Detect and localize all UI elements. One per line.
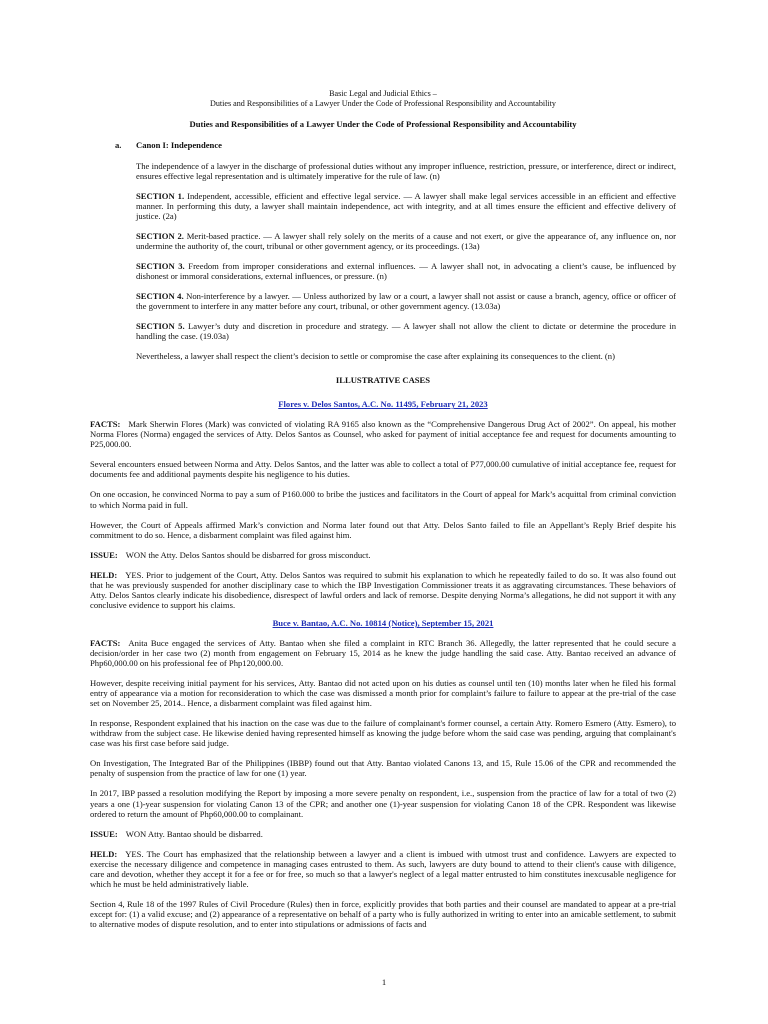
case-2-facts-text: Anita Buce engaged the services of Atty. Bantao when she filed a complaint in RTC Branch 36. Allegedly, the latter represented that he could secure a decision/order in her case two (2) month from engagement on February 15, 2014 as he knew the judge handling the said case. Atty. Bantao received an advance of Php60,000.00 on his professional fee of Php120,000.00. xyxy=(90,637,676,669)
case-1-issue-label: ISSUE: xyxy=(90,549,118,560)
section-3-label: SECTION 3. xyxy=(136,260,185,271)
case-1-link[interactable]: Flores v. Delos Santos, A.C. No. 11495, February 21, 2023 xyxy=(278,399,488,410)
section-1-label: SECTION 1. xyxy=(136,190,185,201)
section-5-label: SECTION 5. xyxy=(136,321,185,332)
case-2-held-text: YES. The Court has emphasized that the relationship between a lawyer and a client is imbued with utmost trust and confidence. Lawyers are expected to exercise the necessary diligence and competence in managing cases entrusted to them. As such, lawyers are duty bound to attend to their client's cause with diligence, care and devotion, whether they accept it for a fee or for free, so much so that a lawyer's neglect of a legal matter entrusted to him constitutes inexcusable negligence for which he must be held administratively liable. xyxy=(90,848,676,889)
case-2-link[interactable]: Buce v. Bantao, A.C. No. 10814 (Notice), September 15, 2021 xyxy=(272,617,494,628)
case-1-held xyxy=(90,570,676,610)
case-1-facts-label: FACTS: xyxy=(90,419,121,430)
section-4 xyxy=(136,291,676,311)
case-1-paragraph-3: On one occasion, he convinced Norma to pay a sum of P160.000 to bribe the justices and facilitators in the Court of appeal for Mark’s acquittal from criminal conviction to which Norma paid in full. xyxy=(90,489,676,510)
document-title: Duties and Responsibilities of a Lawyer Under the Code of Professional Responsibility and Accountability xyxy=(189,119,577,130)
section-5-text: Lawyer’s duty and discretion in procedure and strategy. — A lawyer shall not allow the client to dictate or determine the procedure in handling the case. (19.03a) xyxy=(136,321,676,342)
canon-heading xyxy=(90,140,676,150)
canon-heading-text: Canon I: Independence xyxy=(136,140,222,151)
case-1-held-label: HELD: xyxy=(90,569,118,580)
section-3-text: Freedom from improper considerations and external influences. — A lawyer shall not, in advocating a client’s cause, be influenced by dishonest or immoral considerations, external influences, or pressure. (n) xyxy=(136,260,677,281)
page-number: 1 xyxy=(381,977,387,987)
case-2-issue xyxy=(90,829,676,839)
case-2-issue-label: ISSUE: xyxy=(90,828,118,839)
section-4-text: Non-interference by a lawyer. — Unless authorized by law or a court, a lawyer shall not assist or cause a branch, agency, office or officer of the government to interfere in any matter before any court, tribunal, or other government agency. (13.03a) xyxy=(136,290,676,311)
case-1-title xyxy=(90,399,676,409)
section-4-label: SECTION 4. xyxy=(136,290,184,301)
header-line-2: Duties and Responsibilities of a Lawyer Under the Code of Professional Responsibility and Accountability xyxy=(210,98,556,108)
section-5 xyxy=(136,321,676,341)
case-1-facts xyxy=(90,419,676,449)
case-1-paragraph-4: However, the Court of Appeals affirmed Mark’s conviction and Norma later found out that Atty. Delos Santo failed to file an Appellant’s Reply Brief despite his commitment to do so. Hence, a disbarment complaint was filed against him. xyxy=(90,519,676,540)
case-2-held-label: HELD: xyxy=(90,848,118,859)
cases-heading: ILLUSTRATIVE CASES xyxy=(335,375,431,386)
case-2-held xyxy=(90,849,676,889)
case-1-issue xyxy=(90,550,676,560)
case-2-issue-text: WON Atty. Bantao should be disbarred. xyxy=(125,828,263,839)
case-2-paragraph-4: On Investigation, The Integrated Bar of the Philippines (IBBP) found out that Atty. Bantao violated Canons 13, and 15, Rule 15.06 of the CPR and recommended the penalty of suspension from the practice of law for one (1) year. xyxy=(90,758,676,779)
case-2-paragraph-2: However, despite receiving initial payment for his services, Atty. Bantao did not acted upon on his duties as counsel until ten (10) months later when he filed his formal entry of appearance via a motion for reconsideration to which the case was dismissed a month prior for complaint’s failure to failure to appear at the pre-trial of the case set on November 25, 2014.. Hence, a disbarment complaint was filed against him. xyxy=(90,678,676,709)
running-header xyxy=(90,89,676,108)
document-page xyxy=(90,89,676,929)
section-2-text: Merit-based practice. — A lawyer shall rely solely on the merits of a cause and not exert, or give the appearance of, any influence on, nor undermine the authority of, the court, tribunal or other government agency, or its proceedings. (13a) xyxy=(136,230,677,251)
case-1-facts-text: Mark Sherwin Flores (Mark) was convicted of violating RA 9165 also known as the “Comprehensive Dangerous Drug Act of 2002”. On appeal, his mother Norma Flores (Norma) engaged the services of Atty. Delos Santos as Counsel, who asked for payment of initial acceptance fee and request for documents amounting to P25,000.00. xyxy=(90,419,676,450)
section-1 xyxy=(136,191,676,221)
case-2-paragraph-5: In 2017, IBP passed a resolution modifying the Report by imposing a more severe penalty on respondent, i.e., suspension from the practice of law for a total of two (2) years a one (1)-year suspension for violating Canon 13 of the CPR; and another one (1)-year suspension for violating Canon 18 of the CPR. Respondent was likewise ordered to return the amount of Php60,000.00 to complainant. xyxy=(90,788,676,819)
case-2-paragraph-3: In response, Respondent explained that his inaction on the case was due to the failure of complainant's former counsel, a certain Atty. Romero Esmero (Atty. Esmero), to withdraw from the subject case. He likewise denied having represented himself as knowing the judge before whom the said case was pending, arguing that complainant's case was his first case before said judge. xyxy=(90,718,676,749)
case-1-paragraph-2: Several encounters ensued between Norma and Atty. Delos Santos, and the latter was able to collect a total of P77,000.00 cumulative of initial acceptance fee, request for documents fee and additional payments despite his negligence to his duties. xyxy=(90,459,676,480)
header-line-1: Basic Legal and Judicial Ethics – xyxy=(329,89,437,98)
case-1-held-text: YES. Prior to judgement of the Court, Atty. Delos Santos was required to submit his explanation to which he repeatedly failed to do so. It was also found out that he was previously suspended for another disciplinary case to which the IBP Investigation Commissioner treats it as aggravating circumstances. These behaviors of Atty. Delos Santos clearly indicate his disobedience, disrespect of lawful orders and lack of remorse. Despite denying Norma’s allegations, he did not support it with any conclusive evidence to support his claims. xyxy=(90,569,676,610)
case-2-paragraph-6: Section 4, Rule 18 of the 1997 Rules of Civil Procedure (Rules) then in force, explicitly provides that both parties and their counsel are mandated to appear at a pre-trial except for: (1) a valid excuse; and (2) appearance of a representative on behalf of a party who is fully authorized in writing to enter into an amicable settlement, to submit to alternative modes of dispute resolution, and to enter into stipulations or admissions of facts and xyxy=(90,898,676,929)
case-2-facts-label: FACTS: xyxy=(90,637,121,648)
canon-closing: Nevertheless, a lawyer shall respect the client’s decision to settle or compromise the case after explaining its consequences to the client. (n) xyxy=(136,351,615,362)
canon-body xyxy=(136,161,676,362)
case-2-facts xyxy=(90,638,676,668)
case-1-issue-text: WON the Atty. Delos Santos should be disbarred for gross misconduct. xyxy=(125,549,371,560)
section-3 xyxy=(136,261,676,281)
section-2-label: SECTION 2. xyxy=(136,230,184,241)
canon-letter: a. xyxy=(115,140,122,151)
section-2 xyxy=(136,231,676,251)
case-2-title xyxy=(90,618,676,628)
canon-intro: The independence of a lawyer in the discharge of professional duties without any improper influence, restriction, pressure, or interference, direct or indirect, ensures effective legal representation and is ultimately imperative for the rule of law. (n) xyxy=(136,160,676,181)
section-1-text: Independent, accessible, efficient and effective legal service. — A lawyer shall make legal services accessible in an efficient and effective manner. In performing this duty, a lawyer shall maintain independence, act with integrity, and at all times ensure the efficient and effective delivery of justice. (2a) xyxy=(136,190,676,221)
